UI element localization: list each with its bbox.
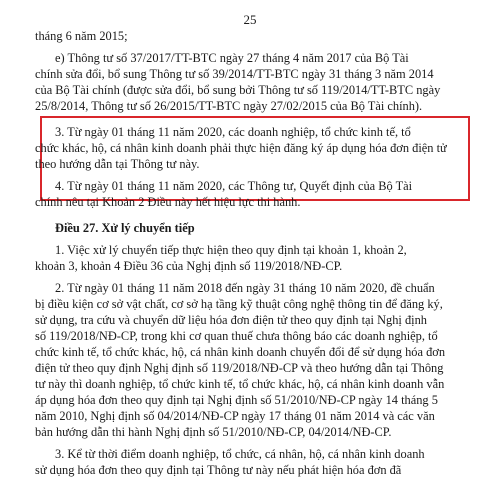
- text-line: 2. Từ ngày 01 tháng 11 năm 2018 đến ngày 31 tháng 10 năm 2020, đề chuẩn: [55, 281, 435, 295]
- text-line: bản hướng dẫn thi hành Nghị định số 51/2010/NĐ-CP, 04/2014/NĐ-CP.: [35, 425, 392, 439]
- text-line: điện tử theo quy định Nghị định số 119/2018/NĐ-CP và theo hướng dẫn tại Thông: [35, 361, 444, 375]
- text-line: 3. Từ ngày 01 tháng 11 năm 2020, các doanh nghiệp, tổ chức kinh tế, tổ: [55, 125, 411, 139]
- text-line: bị điều kiện cơ sở vật chất, cơ sở hạ tầng kỹ thuật công nghệ thông tin để đăng ký,: [35, 297, 443, 311]
- text-line: tháng 6 năm 2015;: [35, 29, 128, 43]
- text-line: sử dụng hóa đơn theo quy định tại Thông tư này nếu phát hiện hóa đơn đã: [35, 463, 402, 477]
- text-line: tư này thì doanh nghiệp, tổ chức kinh tế, tổ chức khác, hộ, cá nhân kinh doanh vẫn: [35, 377, 445, 391]
- text-line: chức khác, hộ, cá nhân kinh doanh phải thực hiện đăng ký áp dụng hóa đơn điện tử: [35, 141, 447, 155]
- text-line: của Bộ Tài chính (được sửa đổi, bổ sung bởi Thông tư số 119/2014/TT-BTC ngày: [35, 83, 441, 97]
- text-line: số 119/2018/NĐ-CP, trong khi cơ quan thuế chưa thông báo các doanh nghiệp, tổ: [35, 329, 438, 343]
- document-body: [35, 28, 475, 478]
- text-line: 25/8/2014, Thông tư số 26/2015/TT-BTC ngày 27/02/2015 của Bộ Tài chính).: [35, 99, 423, 113]
- page-number: 25: [243, 12, 257, 27]
- article-heading: Điều 27. Xử lý chuyển tiếp: [55, 221, 195, 235]
- text-line: 1. Việc xử lý chuyển tiếp thực hiện theo quy định tại khoản 1, khoản 2,: [55, 243, 407, 257]
- text-line: chính sửa đổi, bổ sung Thông tư số 39/2014/TT-BTC ngày 31 tháng 3 năm 2014: [35, 67, 434, 81]
- text-line: áp dụng hóa đơn theo quy định tại Nghị định số 51/2010/NĐ-CP ngày 14 tháng 5: [35, 393, 438, 407]
- text-line: chính nêu tại Khoản 2 Điều này hết hiệu lực thi hành.: [35, 195, 301, 209]
- text-line: chức kinh tế, tổ chức khác, hộ, cá nhân kinh doanh chuyển đổi để sử dụng hóa đơn: [35, 345, 446, 359]
- text-line: e) Thông tư số 37/2017/TT-BTC ngày 27 tháng 4 năm 2017 của Bộ Tài: [55, 51, 409, 65]
- text-line: theo hướng dẫn tại Thông tư này.: [35, 157, 200, 171]
- text-line: năm 2010, Nghị định số 04/2014/NĐ-CP ngày 17 tháng 01 năm 2014 và các văn: [35, 409, 435, 423]
- text-line: sử dụng, tra cứu và chuyển dữ liệu hóa đơn điện tử theo quy định tại Nghị định: [35, 313, 427, 327]
- text-line: 4. Từ ngày 01 tháng 11 năm 2020, các Thông tư, Quyết định của Bộ Tài: [55, 179, 413, 193]
- text-line: khoản 3, khoản 4 Điều 36 của Nghị định số 119/2018/NĐ-CP.: [35, 259, 343, 273]
- text-line: 3. Kể từ thời điểm doanh nghiệp, tổ chức, cá nhân, hộ, cá nhân kinh doanh: [55, 447, 425, 461]
